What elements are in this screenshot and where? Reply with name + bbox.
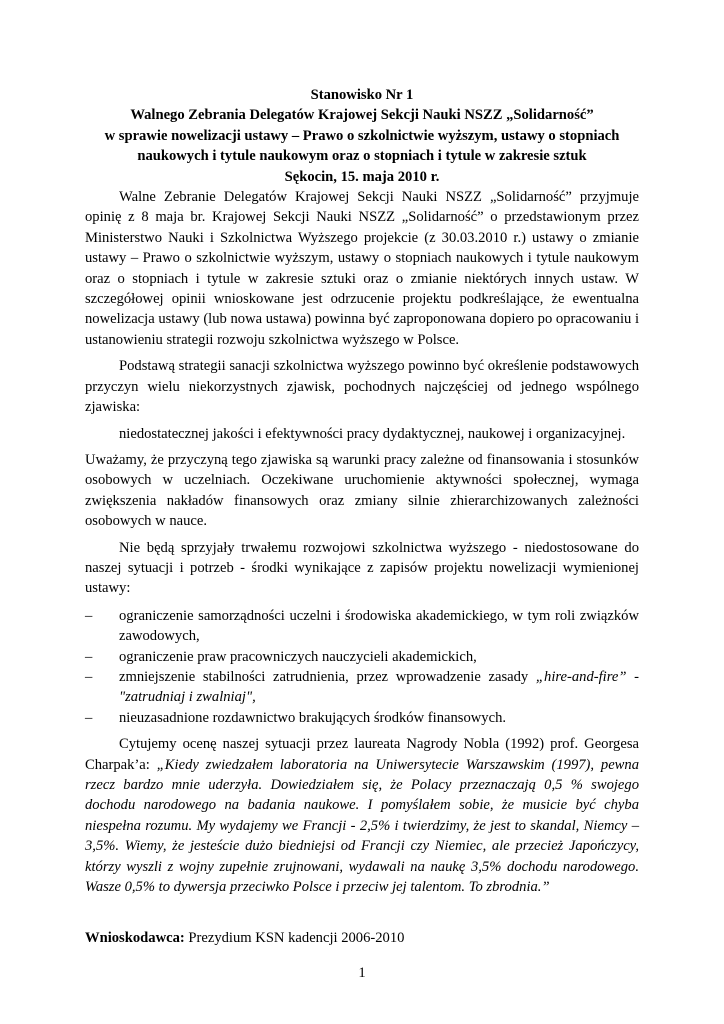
list-item-italic-text: „hire-and-fire” - "zatrudniaj i zwalniaj", [119,668,639,706]
paragraph-measures-intro: Nie będą sprzyjały trwałemu rozwojowi szkolnictwa wyższego - niedostosowane do naszej sytuacji i potrzeb - środki wynikające z zapisów projektu nowelizacji wymienionej ustawy: [85,539,639,597]
quote-intro: Cytujemy ocenę naszej sytuacji przez laureata Nagrody Nobla (1992) prof. Georgesa Charpak’a: [85,736,639,773]
list-item-text: nieuzasadnione rozdawnictwo brakujących środków finansowych. [119,709,507,726]
applicant-line [85,928,639,948]
paragraph-strategy-phenomenon: niedostatecznej jakości i efektywności pracy dydaktycznej, naukowej i organizacyjnej. [119,425,626,442]
measures-list [85,606,639,728]
heading-subject-line2: naukowych i tytule naukowym oraz o stopniach i tytule w zakresie sztuk [137,148,587,165]
dash-bullet: – [85,668,93,685]
page-number: 1 [358,965,366,981]
list-item-text: ograniczenie praw pracowniczych nauczycieli akademickich, [119,648,477,665]
dash-bullet: – [85,607,93,624]
paragraph-strategy: Podstawą strategii sanacji szkolnictwa wyższego powinno być określenie podstawowych przyczyn wielu niekorzystnych zjawisk, pochodnych najczęściej od jednego wspólnego zjawiska: [85,358,639,416]
list-item-text: ograniczenie samorządności uczelni i środowiska akademickiego, w tym roli związków zawodowych, [119,607,639,645]
heading-subject-line1: w sprawie nowelizacji ustawy – Prawo o szkolnictwie wyższym, ustawy o stopniach [104,127,620,144]
list-item [85,708,639,728]
heading-place-date: Sękocin, 15. maja 2010 r. [284,168,440,185]
paragraph-opinion: Walne Zebranie Delegatów Krajowej Sekcji Nauki NSZZ „Solidarność” przyjmuje opinię z 8 maja br. Krajowej Sekcji Nauki NSZZ „Solidarność” o przedstawionym przez Ministerstwo Nauki i Szkolnictwa Wyższego projekcie (z 30.03.2010 r.) ustawy o zmianie ustawy – Prawo o szkolnictwie wyższym, ustawy o stopniach naukowych i tytule naukowym oraz o stopniach i tytule w zakresie sztuki oraz o zmianie niektórych innych ustaw. W szczegółowej opinii wnioskowane jest odrzucenie projektu podkreślające, że ewentualna nowelizacja ustawy (lub nowa ustawa) powinna być zaproponowana dopiero po opracowaniu i ustanowieniu strategii rozwoju szkolnictwa wyższego w Polsce. [85,189,639,348]
paragraph-quote [85,734,639,897]
list-item-text: zmniejszenie stabilności zatrudnienia, przez wprowadzenie zasady [119,668,536,685]
document-body [85,85,639,949]
dash-bullet: – [85,709,93,726]
applicant-label: Wnioskodawca: [85,930,185,947]
heading-title: Stanowisko Nr 1 [310,87,414,103]
applicant-value: Prezydium KSN kadencji 2006-2010 [184,930,405,947]
paragraph-causes: Uważamy, że przyczyną tego zjawiska są warunki pracy zależne od finansowania i stosunków osobowych w uczelniach. Oczekiwane uruchomienie aktywności społecznej, wymaga zwiększenia nakładów finansowych oraz zmiany silnie zhierarchizowanych zależności osobowych w nauce. [85,451,639,530]
document-heading [85,85,639,187]
list-item [85,606,639,647]
dash-bullet: – [85,648,93,665]
quote-text: „Kiedy zwiedzałem laboratoria na Uniwersytecie Warszawskim (1997), pewna rzecz bardzo mnie uderzyła. Dowiedziałem się, że Polacy przeznaczają 0,5 % swojego dochodu narodowego na badania naukowe. I pomyślałem sobie, że musicie być chyba niespełna rozumu. My wydajemy we Francji - 2,5% i twierdzimy, że jest to skandal, Niemcy – 3,5%. Wiemy, że jesteście dużo biedniejsi od Francji czy Niemiec, ale przecież Japończycy, którzy wyszli z wojny zupełnie zrujnowani, wydawali na naukę 3,5% dochodu narodowego. Wasze 0,5% to dywersja przeciwko Polsce i przeciw jej talentom. To zbrodnia.” [85,756,640,896]
heading-assembly: Walnego Zebrania Delegatów Krajowej Sekcji Nauki NSZZ „Solidarność” [130,107,594,124]
list-item [85,667,639,708]
list-item [85,647,639,667]
